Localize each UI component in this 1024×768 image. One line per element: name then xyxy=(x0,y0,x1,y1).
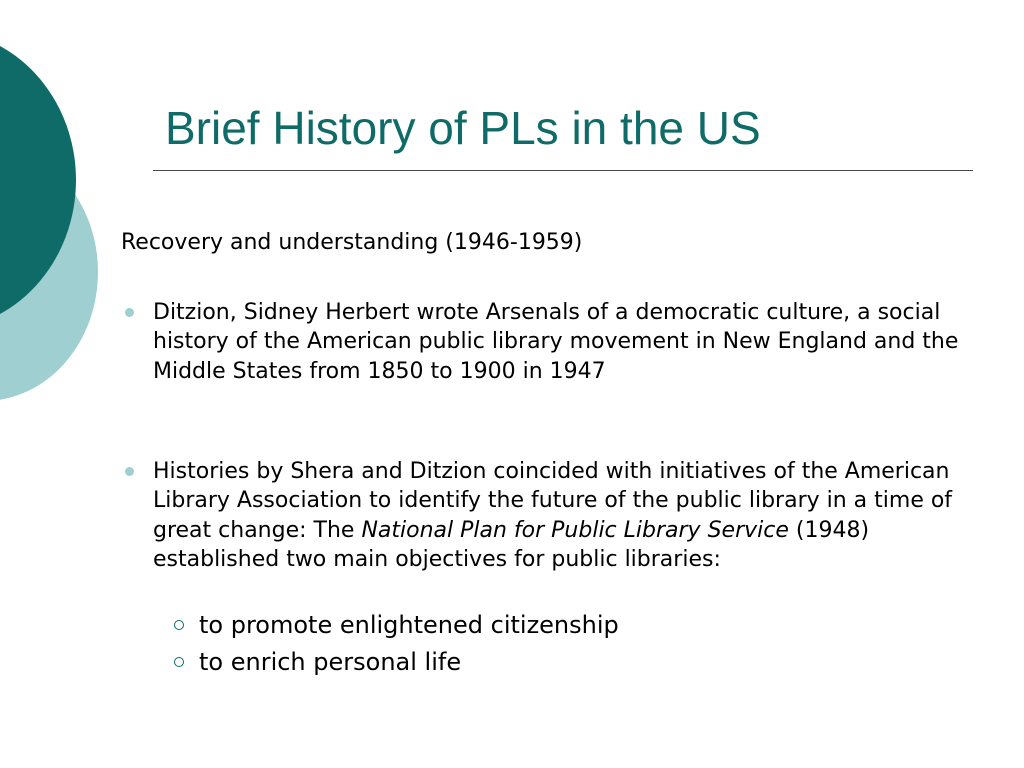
bullet-text-after: (1948) established two main objectives for public libraries: xyxy=(153,517,870,572)
bullet-text-before: Histories by Shera and Ditzion coincided with initiatives of the American Library Association to identify the future of the public library in a time of great change: The xyxy=(153,459,953,543)
bullet-text xyxy=(153,457,1001,574)
sub-list-item xyxy=(172,609,619,641)
filled-circle-bullet-icon xyxy=(125,467,134,476)
list-item xyxy=(121,457,1001,574)
title-divider xyxy=(153,170,973,171)
hollow-circle-bullet-icon xyxy=(174,620,184,630)
section-subheading: Recovery and understanding (1946-1959) xyxy=(121,230,583,255)
sub-list-item xyxy=(172,646,461,678)
bullet-text: Ditzion, Sidney Herbert wrote Arsenals of a democratic culture, a social history of the American public library movement in New England and the Middle States from 1850 to 1900 in 1947 xyxy=(153,300,959,384)
sub-bullet-text: to enrich personal life xyxy=(199,648,462,676)
slide-title: Brief History of PLs in the US xyxy=(165,102,761,154)
hollow-circle-bullet-icon xyxy=(174,657,184,667)
sub-bullet-text: to promote enlightened citizenship xyxy=(199,611,619,639)
bullet-text-italic-title: National Plan for Public Library Service xyxy=(361,517,789,543)
list-item xyxy=(121,298,1001,386)
filled-circle-bullet-icon xyxy=(125,308,134,317)
